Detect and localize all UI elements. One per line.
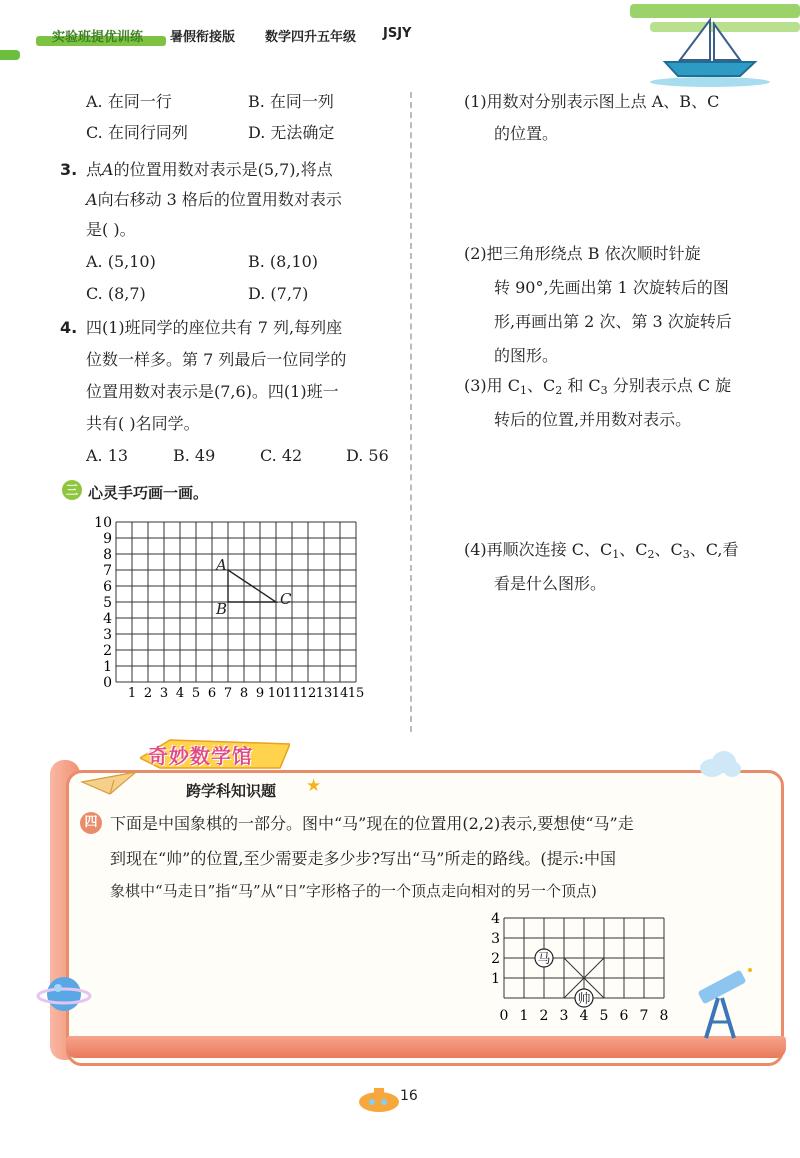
x-tick-label: 5 (191, 686, 201, 700)
x-tick-label: 13 (315, 686, 333, 700)
column-divider (410, 92, 412, 732)
y-tick-label: 4 (103, 611, 112, 627)
y-tick-label: 9 (103, 531, 112, 547)
part3-line1 (464, 378, 731, 396)
q3-line1 (86, 162, 333, 178)
chess-piece-label: 马 (537, 952, 551, 967)
x-tick-label: 6 (207, 686, 217, 700)
x-tick-label: 4 (175, 686, 185, 700)
q4-option-d: D. 56 (346, 446, 389, 465)
x-tick-label: 10 (267, 686, 285, 700)
x-tick-label: 6 (619, 1008, 629, 1024)
planet-illustration (36, 966, 92, 1022)
q3-number: 3. (60, 160, 78, 179)
section4-line3: 象棋中“马走日”指“马”从“日”字形格子的一个顶点走向相对的另一个顶点) (110, 882, 597, 900)
part4-post: 、C,看 (689, 540, 739, 559)
q2-option-b: B. 在同一列 (248, 92, 334, 111)
part3-sub1: 1 (520, 384, 527, 397)
banner-title: 奇妙数学馆 (148, 744, 253, 768)
x-tick-label: 1 (519, 1008, 529, 1024)
part2-line3: 形,再画出第 2 次、第 3 次旋转后 (494, 312, 732, 331)
q4-option-c: C. 42 (260, 446, 303, 465)
y-tick-label: 0 (103, 675, 112, 691)
part4-line2: 看是什么图形。 (494, 574, 607, 593)
section3-number-icon: 三 (62, 480, 82, 500)
chess-piece-label: 帅 (577, 992, 591, 1007)
sailboat-illustration (620, 0, 800, 90)
submarine-icon (356, 1080, 402, 1116)
y-tick-label: 1 (103, 659, 112, 675)
y-tick-label: 3 (103, 627, 112, 643)
part4-sub2: 2 (647, 548, 655, 561)
part1-line2: 的位置。 (494, 124, 559, 143)
part2-line2: 转 90°,先画出第 1 次旋转后的图 (494, 278, 729, 297)
y-tick-label: 2 (103, 643, 112, 659)
part1-line1: (1)用数对分别表示图上点 A、B、C (464, 92, 720, 111)
banner-subtitle: 跨学科知识题 (186, 782, 277, 800)
x-tick-label: 1 (127, 686, 137, 700)
q3-option-c: C. (8,7) (86, 284, 146, 303)
x-tick-label: 5 (599, 1008, 609, 1024)
q2-option-a: A. 在同一行 (86, 92, 172, 111)
part4-pre: (4)再顺次连接 C、C (464, 540, 613, 559)
paper-plane-icon (80, 768, 140, 798)
part4-mid1: 、C (619, 540, 648, 559)
q3-option-d: D. (7,7) (248, 284, 309, 303)
y-tick-label: 2 (491, 951, 500, 967)
section4-line1: 下面是中国象棋的一部分。图中“马”现在的位置用(2,2)表示,要想使“马”走 (110, 814, 634, 833)
header-accent-stripe (0, 50, 20, 60)
section4-number-icon: 四 (80, 812, 102, 834)
page-number: 16 (400, 1088, 418, 1104)
x-tick-label: 7 (223, 686, 233, 700)
y-tick-label: 7 (103, 563, 112, 579)
y-tick-label: 6 (103, 579, 112, 595)
part3-pre: (3)用 C (464, 376, 520, 395)
part4-sub1: 1 (612, 548, 620, 561)
part2-line1: (2)把三角形绕点 B 依次顺时针旋 (464, 244, 701, 263)
x-tick-label: 8 (239, 686, 249, 700)
q3-option-a: A. (5,10) (86, 252, 156, 271)
x-tick-label: 0 (499, 1008, 509, 1024)
q3-line1-pre: 点 (86, 160, 103, 179)
q4-option-b: B. 49 (173, 446, 216, 465)
part4-line1 (464, 542, 739, 560)
part2-line4: 的图形。 (494, 346, 559, 365)
x-tick-label: 3 (159, 686, 169, 700)
header-grade: 数学四升五年级 (265, 30, 357, 45)
q3-line2 (86, 192, 342, 208)
y-tick-label: 10 (94, 515, 112, 531)
x-tick-label: 7 (639, 1008, 649, 1024)
point-label-c: C (280, 590, 292, 608)
q4-line3: 位置用数对表示是(7,6)。四(1)班一 (86, 382, 339, 401)
q3-line1-post: 的位置用数对表示是(5,7),将点 (113, 160, 333, 179)
telescope-illustration (688, 958, 760, 1048)
q4-option-a: A. 13 (86, 446, 129, 465)
section3-title: 心灵手巧画一画。 (88, 484, 209, 502)
y-tick-label: 3 (491, 931, 500, 947)
header-code: JSJY (383, 26, 412, 41)
part3-post: 分别表示点 C 旋 (607, 376, 732, 395)
q4-line2: 位数一样多。第 7 列最后一位同学的 (86, 350, 347, 369)
x-tick-label: 15 (347, 686, 365, 700)
part3-mid1: 、C (527, 376, 556, 395)
q2-option-d: D. 无法确定 (248, 123, 335, 142)
x-tick-label: 14 (331, 686, 349, 700)
x-tick-label: 4 (579, 1008, 589, 1024)
part3-mid2: 和 C (562, 376, 601, 395)
cloud-icon (696, 748, 742, 778)
part3-sub2: 2 (555, 384, 563, 397)
header-brand: 实验班提优训练 (52, 30, 144, 45)
x-tick-label: 12 (299, 686, 317, 700)
q3-point-a-2: A (86, 190, 98, 209)
x-tick-label: 9 (255, 686, 265, 700)
y-tick-label: 8 (103, 547, 112, 563)
x-tick-label: 3 (559, 1008, 569, 1024)
point-label-a: A (216, 556, 227, 574)
x-tick-label: 2 (143, 686, 153, 700)
scroll-roll-bottom (66, 1036, 786, 1058)
part4-mid2: 、C (654, 540, 683, 559)
chess-board-grid (484, 910, 684, 1030)
q3-point-a: A (102, 160, 114, 179)
header-edition: 暑假衔接版 (170, 30, 236, 45)
y-tick-label: 4 (491, 911, 500, 927)
q3-option-b: B. (8,10) (248, 252, 319, 271)
q4-line4: 共有( )名同学。 (86, 414, 200, 433)
q3-line3: 是( )。 (86, 220, 136, 239)
coordinate-grid (80, 510, 380, 700)
part3-line2: 转后的位置,并用数对表示。 (494, 410, 692, 429)
q4-number: 4. (60, 318, 78, 337)
x-tick-label: 8 (659, 1008, 669, 1024)
x-tick-label: 2 (539, 1008, 549, 1024)
section4-line2: 到现在“帅”的位置,至少需要走多少步?写出“马”所走的路线。(提示:中国 (110, 849, 617, 868)
x-tick-label: 11 (283, 686, 301, 700)
q4-line1: 四(1)班同学的座位共有 7 列,每列座 (86, 318, 343, 337)
q2-option-c: C. 在同行同列 (86, 123, 188, 142)
q3-line2-post: 向右移动 3 格后的位置用数对表示 (97, 190, 342, 209)
y-tick-label: 5 (103, 595, 112, 611)
part3-sub3: 3 (600, 384, 608, 397)
star-icon: ★ (306, 776, 322, 796)
point-label-b: B (216, 600, 228, 618)
y-tick-label: 1 (491, 971, 500, 987)
part4-sub3: 3 (682, 548, 690, 561)
